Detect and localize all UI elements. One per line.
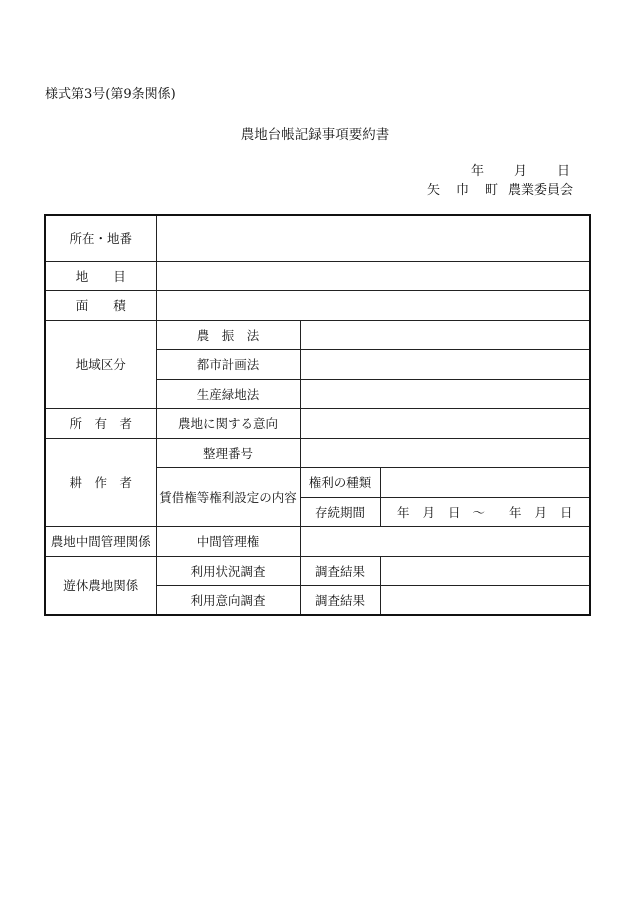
farmland-intention-label: 農地に関する意向 xyxy=(156,409,300,439)
issuer-line xyxy=(427,179,573,198)
date-year: 年 xyxy=(470,164,484,179)
zoning-label: 地域区分 xyxy=(45,320,156,409)
form-number: 様式第3号(第9条関係) xyxy=(45,87,176,102)
intention-survey-result-value xyxy=(380,586,590,616)
location-label: 所在・地番 xyxy=(45,215,156,261)
owner-label: 所 有 者 xyxy=(45,409,156,439)
date-line xyxy=(471,160,570,179)
land-category-value xyxy=(156,261,590,291)
intermediary-right-value xyxy=(300,527,590,557)
zoning-agri-promotion-value xyxy=(300,320,590,350)
zoning-item-city-planning: 都市計画法 xyxy=(156,350,300,380)
record-table xyxy=(44,214,591,616)
area-label: 面 積 xyxy=(45,291,156,321)
duration-value xyxy=(380,497,590,527)
land-category-label: 地 目 xyxy=(45,261,156,291)
area-value xyxy=(156,291,590,321)
intention-survey-result-label: 調査結果 xyxy=(300,586,380,616)
date-month: 月 xyxy=(513,164,527,179)
intention-survey-label: 利用意向調査 xyxy=(156,586,300,616)
zoning-item-green-land: 生産緑地法 xyxy=(156,379,300,409)
zoning-item-agri-promotion: 農 振 法 xyxy=(156,320,300,350)
row-area xyxy=(45,291,590,321)
farmland-intention-value xyxy=(300,409,590,439)
row-zoning-1 xyxy=(45,320,590,350)
duration-month-1: 月 xyxy=(422,504,435,520)
row-location xyxy=(45,215,590,261)
right-type-label: 権利の種類 xyxy=(300,468,380,498)
usage-survey-label: 利用状況調査 xyxy=(156,556,300,586)
duration-day-1: 日 xyxy=(447,504,461,520)
issuer-town-char-1: 矢 xyxy=(426,183,440,198)
duration-year-1: 年 xyxy=(396,504,410,520)
reference-number-value xyxy=(300,438,590,468)
document-title: 農地台帳記録事項要約書 xyxy=(240,127,390,143)
location-value xyxy=(156,215,590,261)
duration-tilde: ～ xyxy=(472,504,485,520)
intermediary-right-label: 中間管理権 xyxy=(156,527,300,557)
issuer-town-char-3: 町 xyxy=(484,183,498,198)
idle-land-label: 遊休農地関係 xyxy=(45,556,156,615)
row-idle-land-1 xyxy=(45,556,590,586)
intermediary-label: 農地中間管理関係 xyxy=(45,527,156,557)
duration-day-2: 日 xyxy=(560,504,573,520)
duration-month-2: 月 xyxy=(534,504,548,520)
row-owner xyxy=(45,409,590,439)
date-day: 日 xyxy=(556,164,570,179)
zoning-green-land-value xyxy=(300,379,590,409)
row-cultivator-1 xyxy=(45,438,590,468)
zoning-city-planning-value xyxy=(300,350,590,380)
row-intermediary xyxy=(45,527,590,557)
duration-label: 存続期間 xyxy=(300,497,380,527)
issuer-town-char-2: 巾 xyxy=(455,183,469,198)
reference-number-label: 整理番号 xyxy=(156,438,300,468)
usage-survey-result-value xyxy=(380,556,590,586)
row-land-category xyxy=(45,261,590,291)
cultivator-label: 耕 作 者 xyxy=(45,438,156,527)
usage-survey-result-label: 調査結果 xyxy=(300,556,380,586)
lease-rights-label: 賃借権等権利設定の内容 xyxy=(156,468,300,527)
duration-year-2: 年 xyxy=(509,504,522,520)
right-type-value xyxy=(380,468,590,498)
issuer-committee: 農業委員会 xyxy=(507,183,573,198)
